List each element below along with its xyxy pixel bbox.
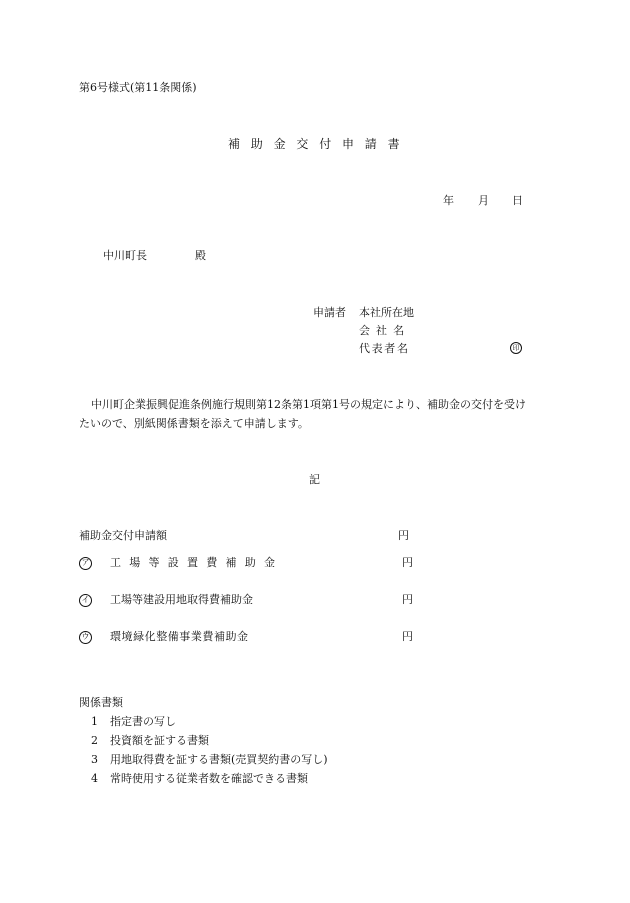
seal-mark: 印 [510,342,522,354]
date-year-label: 年 [443,194,454,207]
item-mark-i: イ [79,594,92,607]
addressee-honorific: 殿 [195,249,206,262]
subsidy-item-unit: 円 [402,556,413,569]
applicant-rep-label: 代表者名 [359,342,410,355]
subsidy-item-label: 工場等建設用地取得費補助金 [110,593,253,606]
subsidy-item [79,630,92,644]
item-mark-a: ア [79,557,92,570]
addressee-name: 中川町長 [103,249,147,262]
subsidy-item-unit: 円 [402,630,413,643]
docs-item-text: 常時使用する従業者数を確認できる書類 [110,772,308,785]
applicant-address-label: 本社所在地 [359,306,414,319]
date-day-label: 日 [512,194,523,207]
docs-heading: 関係書類 [79,696,123,709]
subsidy-item [79,593,92,607]
docs-item-text: 用地取得費を証する書類(売買契約書の写し) [110,753,328,766]
applicant-label: 申請者 [313,306,346,319]
docs-item-number: 2 [91,734,98,747]
subsidy-item-label: 環境緑化整備事業費補助金 [110,630,249,643]
body-text-line-2: たいので、別紙関係書類を添えて申請します。 [79,417,309,430]
subsidy-item [79,556,92,570]
document-title: 補助金交付申請書 [228,137,411,151]
form-number: 第6号様式(第11条関係) [79,81,197,94]
subsidy-item-unit: 円 [402,593,413,606]
docs-item-text: 投資額を証する書類 [110,734,209,747]
amount-unit: 円 [398,529,409,542]
ki-heading: 記 [309,473,320,486]
docs-item-number: 3 [91,753,98,766]
item-mark-u: ウ [79,631,92,644]
body-text-line-1: 中川町企業振興促進条例施行規則第12条第1項第1号の規定により、補助金の交付を受け [91,398,526,411]
amount-label: 補助金交付申請額 [79,529,167,542]
docs-item-number: 4 [91,772,98,785]
applicant-company-label: 会社名 [359,324,411,337]
subsidy-item-label: 工場等設置費補助金 [110,556,284,569]
docs-item-number: 1 [91,715,98,728]
docs-item-text: 指定書の写し [110,715,176,728]
date-month-label: 月 [478,194,489,207]
